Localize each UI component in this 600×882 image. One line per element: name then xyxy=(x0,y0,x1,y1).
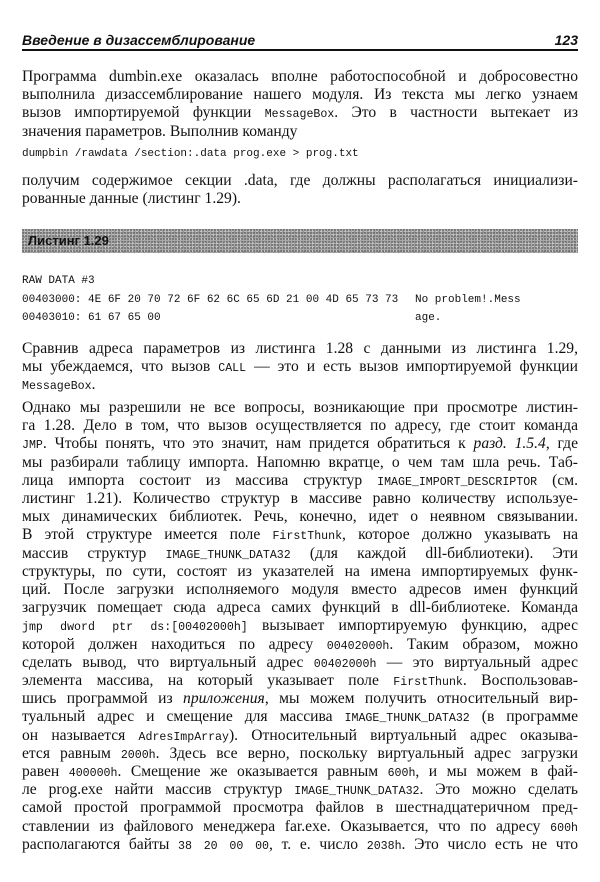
text-line xyxy=(22,617,578,635)
text-line xyxy=(22,727,578,745)
text-run: самой простой программой просмотра файлов в шестнадцатеричном пред- xyxy=(22,799,578,817)
inline-code: IMAGE_IMPORT_DESCRIPTOR xyxy=(377,475,538,489)
text-run: загрузчик помещает сюда адреса самих функций в dll-библиотеке. Команда xyxy=(22,599,578,617)
text-run: ). Относительный виртуальный адрес оказыва- xyxy=(228,726,578,744)
inline-code: FirstThunk xyxy=(272,530,343,544)
text-run: массив структур xyxy=(22,544,166,562)
text-line xyxy=(22,508,578,526)
text-line xyxy=(22,190,578,208)
text-line xyxy=(22,799,578,817)
text-run: . xyxy=(91,376,96,394)
text-line xyxy=(22,340,578,358)
text-run: сделать вывод, что виртуальный адрес xyxy=(22,653,314,671)
text-run: . Таким образом, можно xyxy=(389,635,578,653)
text-run: , и мы можем в фай- xyxy=(415,763,579,780)
text-run: . Это можно сделать xyxy=(419,781,578,799)
text-line xyxy=(22,654,578,672)
text-run: значения параметров. Выполнив команду xyxy=(22,122,298,140)
text-line xyxy=(22,68,578,86)
text-run: выполнила дизассемблирование нашего модуля. Из текста мы легко узнаем xyxy=(22,86,578,104)
inline-code: MessageBox xyxy=(22,380,92,394)
text-run: . Здесь все верно, поскольку виртуальный адрес загрузки xyxy=(155,744,578,762)
text-line xyxy=(22,836,578,854)
text-line xyxy=(22,599,578,617)
text-line xyxy=(22,399,578,417)
text-line xyxy=(22,763,578,781)
text-run: структуры, по сути, состоят из указателей на имена импортируемых функ- xyxy=(22,562,578,580)
code-line: RAW DATA #3 xyxy=(22,275,95,287)
page-number: 123 xyxy=(554,32,578,48)
text-line xyxy=(22,708,578,726)
listing-title-bar xyxy=(22,229,578,253)
text-run: , т. е. число xyxy=(269,835,367,853)
text-line xyxy=(22,636,578,654)
text-line xyxy=(22,490,578,508)
header-rule xyxy=(22,49,578,51)
text-run: мых динамических библиотек. Речь, конечно, идет о неявном связывании. xyxy=(22,508,578,526)
text-run: В этой структуре имеется поле xyxy=(22,526,273,544)
text-line xyxy=(22,563,578,581)
text-line xyxy=(22,358,578,376)
text-line xyxy=(22,581,578,599)
text-line xyxy=(22,86,578,104)
text-line xyxy=(22,472,578,490)
text-run: ле prog.exe найти массив структур xyxy=(22,781,295,799)
text-run: мы убеждаемся, что вызов xyxy=(22,358,219,376)
text-line xyxy=(22,526,578,544)
text-run: , где xyxy=(545,435,578,453)
text-run: , которое должно указывать на xyxy=(342,526,578,544)
text-run: — это и есть вызов импортируемой функции xyxy=(246,358,578,376)
inline-code: IMAGE_THUNK_DATA32 xyxy=(165,548,291,562)
italic-reference: приложения xyxy=(183,690,265,708)
text-run: мы разбирали таблицу импорта. Напомню вкратце, о чем там шла речь. Таб- xyxy=(22,453,578,471)
text-line xyxy=(22,454,578,472)
text-line xyxy=(22,745,578,763)
text-run: га 1.28. Дело в том, что вызов осуществляется по адресу, где стоит команда xyxy=(22,417,578,435)
text-run: листинг 1.21). Количество структур в массиве равно количеству используе- xyxy=(22,490,578,507)
text-line xyxy=(22,172,578,190)
text-line xyxy=(22,781,578,799)
italic-reference: разд. 1.5.4 xyxy=(473,435,546,453)
text-line xyxy=(22,690,578,708)
text-run: . Смещение же оказывается равным xyxy=(117,763,388,780)
text-run: шись программой из xyxy=(22,690,184,708)
text-run: Сравнив адреса параметров из листинга 1.28 с данными из листинга 1.29, xyxy=(22,340,578,357)
text-run: лица импорта состоит из массива структур xyxy=(22,471,378,489)
text-line xyxy=(22,435,578,453)
inline-code: 00402000h xyxy=(326,639,390,653)
inline-code: jmp dword ptr ds:[00402000h] xyxy=(22,621,248,635)
text-run: туальный адрес и смещение для массива xyxy=(22,708,345,726)
text-line xyxy=(22,545,578,563)
inline-code: JMP xyxy=(22,439,43,453)
running-header xyxy=(22,31,578,49)
text-run: ется равным xyxy=(22,744,121,762)
text-run: (в программе xyxy=(469,708,578,726)
text-run: получим содержимое секции .data, где должны располагаться инициализи- xyxy=(22,172,578,189)
inline-code: 2000h xyxy=(120,748,156,762)
text-run: , мы можем получить относительный вир- xyxy=(264,690,578,708)
text-line xyxy=(22,672,578,690)
text-run: элемента массива, на который указывает поле xyxy=(22,672,394,689)
text-run: которой должен находиться по адресу xyxy=(22,635,327,653)
text-run: он называется xyxy=(22,726,139,744)
text-run: вызывает импортируемую функцию, адрес xyxy=(247,617,578,635)
text-line xyxy=(22,417,578,435)
listing-title: Листинг 1.29 xyxy=(28,233,109,248)
inline-code: 00402000h xyxy=(313,657,377,671)
text-run: (см. xyxy=(537,471,579,489)
text-run: располагаются байты xyxy=(22,835,179,853)
text-run: ций. После загрузки исполняемого модуля вместо адресов имен функций xyxy=(22,581,578,598)
code-line: 00403010: 61 67 65 00 xyxy=(22,312,161,324)
inline-code: IMAGE_THUNK_DATA32 xyxy=(294,785,420,799)
text-line xyxy=(22,818,578,836)
inline-code: IMAGE_THUNK_DATA32 xyxy=(344,712,470,726)
text-run: ставлении из файлового менеджера far.exe. Оказывается, что по адресу xyxy=(22,817,551,835)
code-line: dumpbin /rawdata /section:.data prog.exe > prog.txt xyxy=(22,148,359,160)
code-ascii: No problem!.Mess xyxy=(415,293,521,306)
text-run: . Чтобы понять, что это значит, нам придется обратиться к xyxy=(42,435,474,453)
inline-code: 2038h xyxy=(366,839,402,853)
code-line: 00403000: 4E 6F 20 70 72 6F 62 6C 65 6D 21 00 4D 65 73 73 xyxy=(22,293,399,306)
text-line xyxy=(22,123,578,141)
code-ascii: age. xyxy=(415,312,442,324)
text-run: Однако мы разрешили не все вопросы, возникающие при просмотре листин- xyxy=(22,399,578,416)
inline-code: 600h xyxy=(550,821,578,835)
text-run: — это виртуальный адрес xyxy=(376,653,578,671)
inline-code: 600h xyxy=(387,767,416,780)
text-run: равен xyxy=(22,763,69,780)
text-run: . Это число есть не что xyxy=(401,835,579,853)
text-line xyxy=(22,104,578,122)
text-run: . Это в частности вытекает из xyxy=(334,104,578,122)
text-run: Программа dumbin.exe оказалась вполне работоспособной и добросовестно xyxy=(22,68,578,85)
inline-code: MessageBox xyxy=(264,108,335,122)
chapter-title: Введение в дизассемблирование xyxy=(22,32,256,48)
inline-code: AdresImpArray xyxy=(138,730,229,744)
inline-code: 400000h xyxy=(68,767,118,780)
inline-code: CALL xyxy=(218,362,247,376)
text-line xyxy=(22,376,578,394)
text-run: вызов импортируемой функции xyxy=(22,104,265,122)
inline-code: 38 20 00 00 xyxy=(178,839,269,853)
text-run: рованные данные (листинг 1.29). xyxy=(22,190,241,208)
text-run: . Воспользовав- xyxy=(462,672,578,689)
text-run: (для каждой dll-библиотеки). Эти xyxy=(290,544,579,562)
inline-code: FirstThunk xyxy=(393,676,463,689)
